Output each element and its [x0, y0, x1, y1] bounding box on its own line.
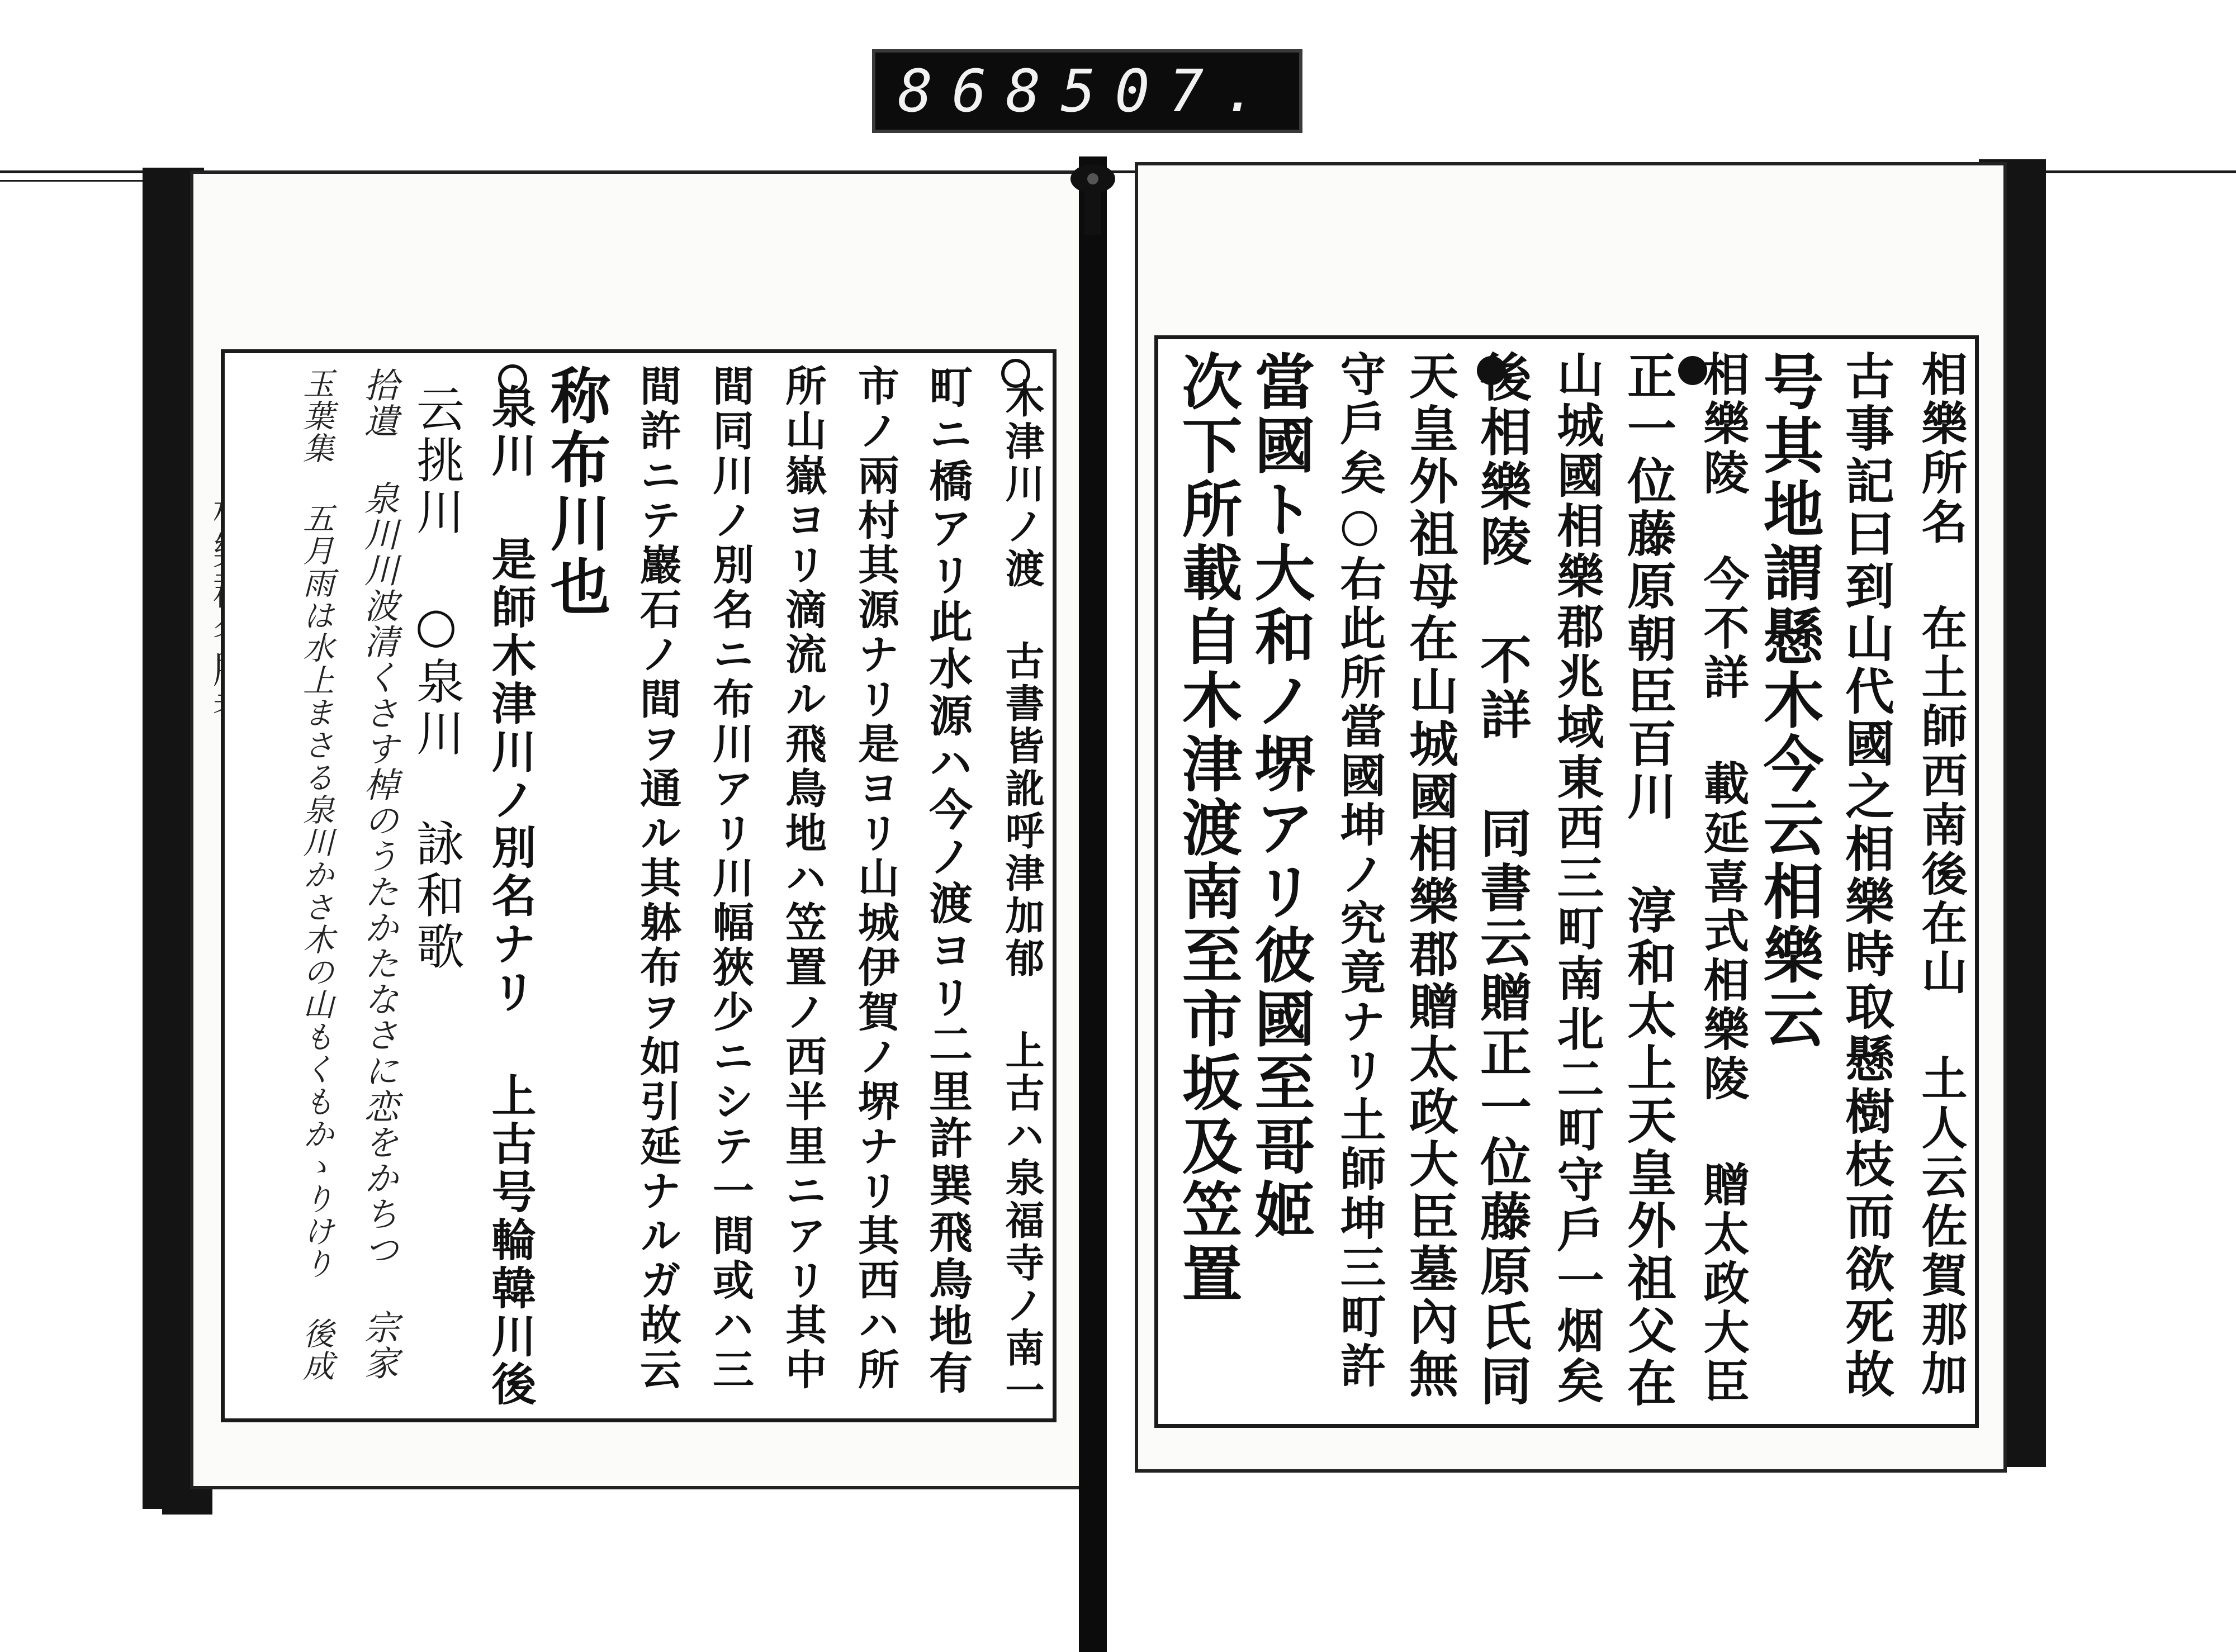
microfilm-frame-number: 507.	[1060, 57, 1277, 125]
text-column: 古事記曰到山代國之相樂時取懸樹枝而欲死故	[1837, 350, 1896, 1401]
text-column: 所山嶽ヨリ滴流ル飛鳥地ハ笠置ノ西半里ニアリ其中	[779, 364, 827, 1393]
right-page-text-frame	[1154, 335, 1979, 1428]
text-column: 木津川ノ渡 古書皆訛呼津加郁 上古ハ泉福寺ノ南一	[999, 378, 1045, 1412]
text-column: 山城國相樂郡兆域東西三町南北二町守戶一烟矣	[1550, 350, 1605, 1407]
text-column: 守戶矣○右此所當國坤ノ究竟ナリ土師坤三町許	[1333, 350, 1386, 1391]
poem-column: 玉葉集 五月雨は水上まさる泉川かさ木の山もくもかゝりけり 後成	[298, 367, 334, 1382]
text-column: 次下所載自木津渡南至市坂及笠置	[1172, 350, 1242, 1306]
text-column: 間同川ノ別名ニ布川アリ川幅狹少ニシテ一間或ハ三	[706, 364, 754, 1393]
text-column: 相樂所名 在土師西南後在山 土人云佐賀那加	[1914, 350, 1968, 1399]
text-column: 市ノ兩村其源ナリ是ヨリ山城伊賀ノ堺ナリ其西ハ所	[851, 364, 899, 1393]
book-spine	[1079, 156, 1107, 1652]
microfilm-reel-number: 868	[898, 57, 1060, 125]
microfilm-label	[872, 49, 1302, 133]
binding-knot-icon	[1062, 156, 1124, 235]
text-column: 正一位藤原朝臣百川 淳和太上天皇外祖父在	[1619, 350, 1678, 1410]
text-column: 後相樂陵 不詳 同書云贈正一位藤原氏同	[1472, 350, 1532, 1409]
text-column: 相樂陵 今不詳 載延喜式相樂陵 贈太政大臣	[1696, 350, 1750, 1407]
text-column: 當國ト大和ノ堺アリ彼國至哥姬	[1244, 350, 1315, 1242]
text-column: 間許ニテ巖石ノ間ヲ通ル其躰布ヲ如引延ナルガ故云	[633, 364, 681, 1393]
text-column: 町ニ橋アリ此水源ハ今ノ渡ヨリ二里許巽飛鳥地有	[922, 364, 973, 1397]
text-column: 泉川 是師木津川ノ別名ナリ 上古号輪韓川後	[484, 384, 537, 1409]
left-page-text-frame	[221, 349, 1057, 1422]
text-column: 云挑川 ○泉川 詠和歌	[408, 384, 464, 973]
poem-column: 拾遺 泉川川波清くさす棹のうたかたなさに恋をかちつ 宗家	[358, 367, 399, 1381]
text-column: 称布川也	[540, 364, 610, 619]
text-column: 号其地謂懸木今云相樂云	[1753, 350, 1823, 1051]
text-column: 天皇外祖母在山城國相樂郡贈太政大臣墓內無	[1401, 350, 1460, 1401]
